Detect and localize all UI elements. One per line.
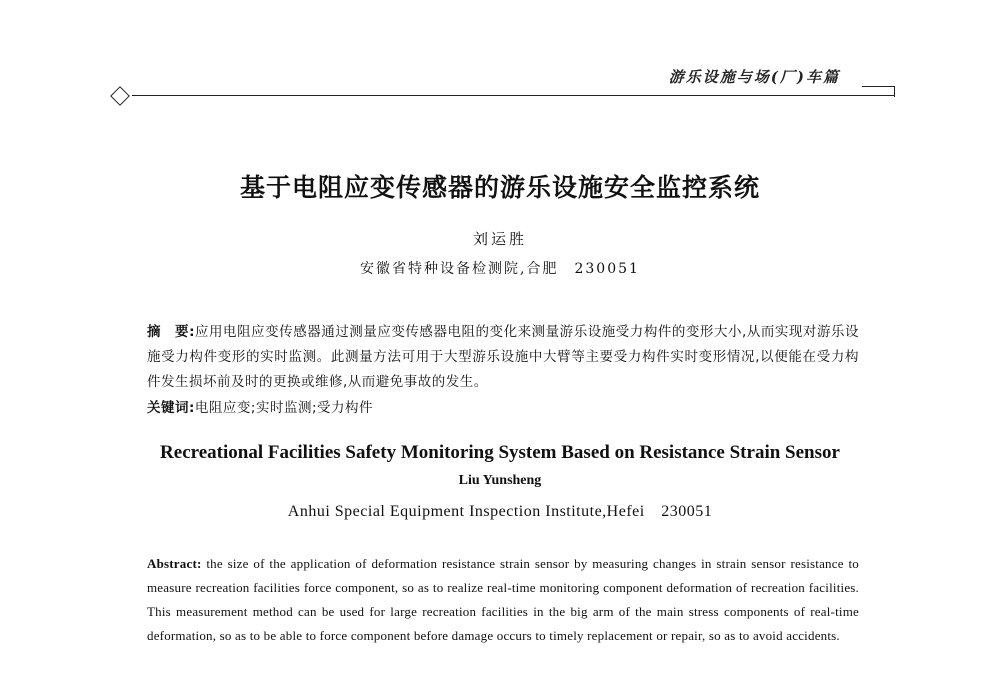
en-affiliation: Anhui Special Equipment Inspection Institute,Hefei 230051: [287, 503, 713, 520]
diamond-icon: [110, 86, 130, 106]
header-rule: [132, 95, 894, 96]
cn-keywords: [147, 396, 859, 421]
cn-abstract-label: 摘 要:: [147, 324, 195, 340]
en-abstract-label: Abstract:: [147, 556, 202, 571]
en-abstract-text: the size of the application of deformation resistance strain sensor by measuring changes in strain sensor resistance to measure recreation facilities force component, so as to realize real-time monitoring component deformation of recreation facilities. This measurement method can be used for large recreation facilities in the big arm of the main stress components of real-time deformation, so as to be able to force component before damage occurs to timely replacement or repair, so as to avoid accidents.: [147, 556, 860, 643]
cn-author: 刘运胜: [472, 230, 527, 248]
cn-keywords-text: 电阻应变;实时监测;受力构件: [194, 400, 374, 416]
cn-abstract-text: 应用电阻应变传感器通过测量应变传感器电阻的变化来测量游乐设施受力构件的变形大小,从而实现对游乐设施受力构件变形的实时监测。此测量方法可用于大型游乐设施中大臂等主要受力构件实时变形情况,以便能在受力构件发生损坏前及时的更换或维修,从而避免事故的发生。: [147, 324, 859, 390]
cn-affiliation: 安徽省特种设备检测院,合肥 230051: [360, 261, 640, 277]
running-head: 游乐设施与场(厂)车篇: [668, 68, 840, 86]
cn-title: 基于电阻应变传感器的游乐设施安全监控系统: [239, 173, 760, 202]
en-abstract: [147, 552, 859, 648]
en-author: Liu Yunsheng: [458, 473, 542, 488]
cn-keywords-label: 关键词:: [147, 400, 195, 416]
en-title: Recreational Facilities Safety Monitoring System Based on Resistance Strain Sensor: [160, 442, 840, 463]
cn-abstract: [147, 320, 859, 395]
